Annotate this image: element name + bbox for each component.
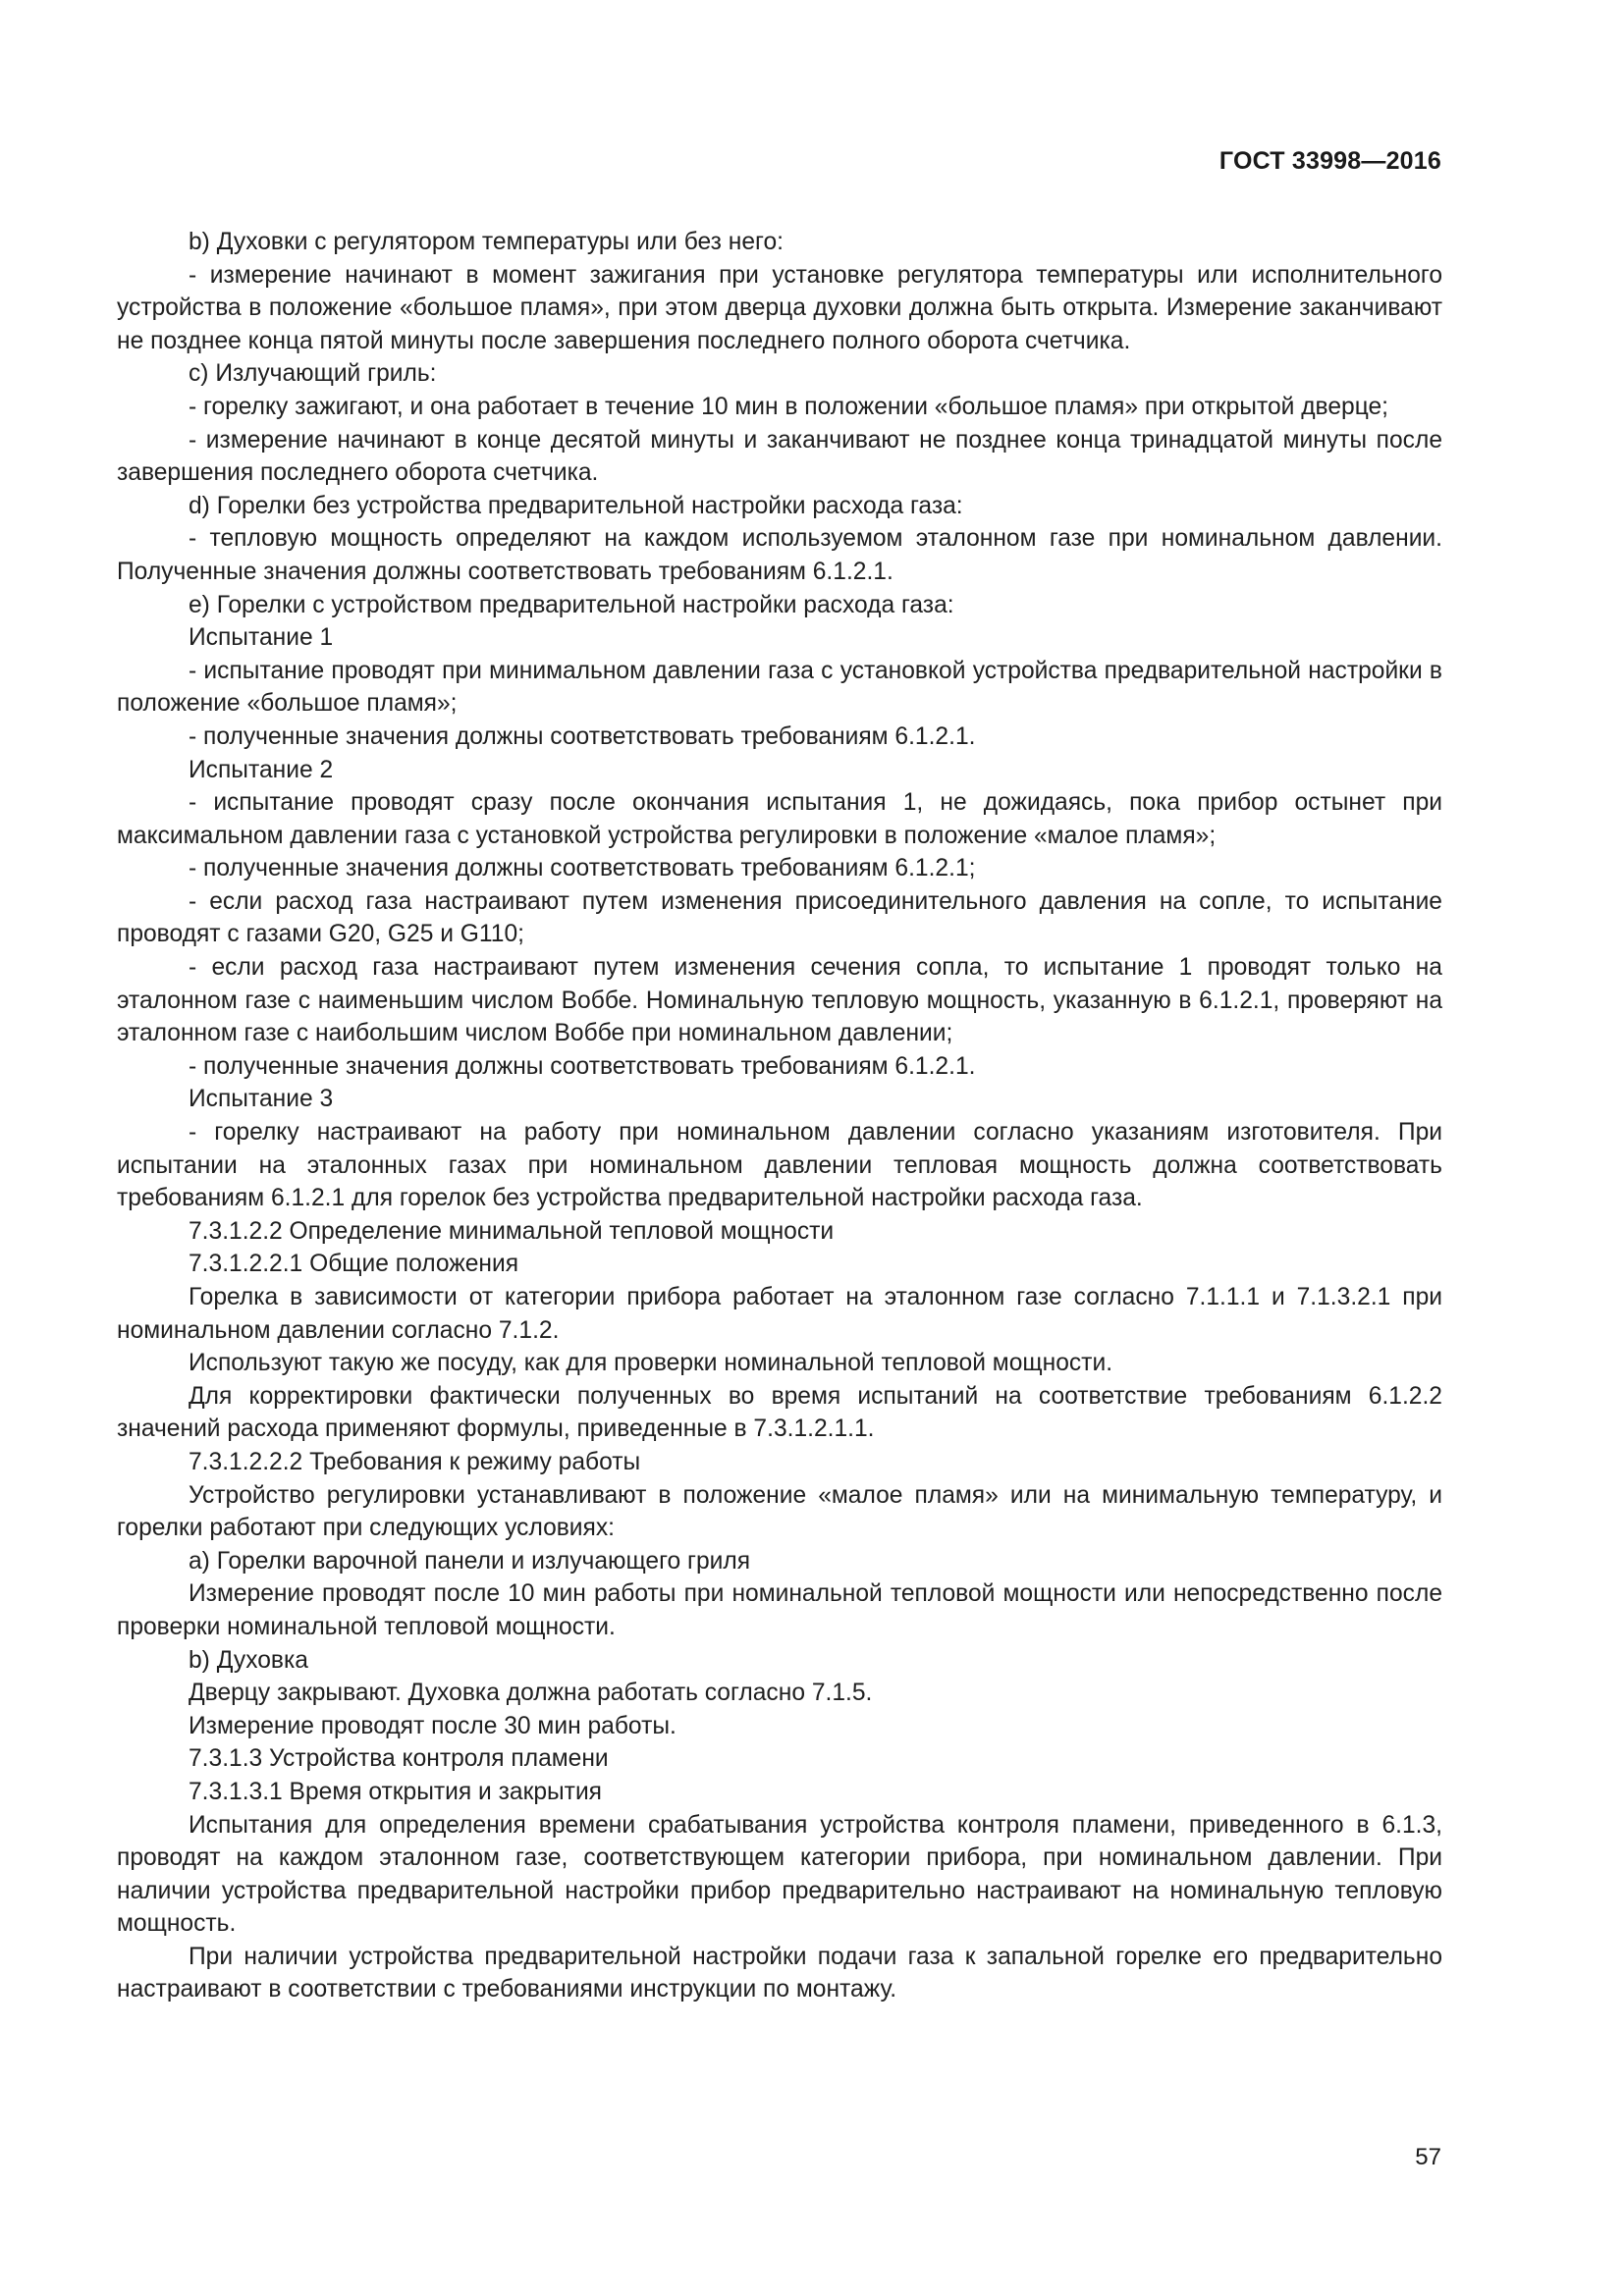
paragraph: - измерение начинают в конце десятой минуты и заканчивают не позднее конца тринадцатой минуты после завершения последнего оборота счетчика. <box>117 426 1442 487</box>
paragraph: e) Горелки с устройством предварительной настройки расхода газа: <box>189 591 954 618</box>
paragraph: - испытание проводят при минимальном давлении газа с установкой устройства предварительной настройки в положение «большое пламя»; <box>117 657 1442 718</box>
paragraph: 7.3.1.2.2 Определение минимальной тепловой мощности <box>189 1217 835 1245</box>
paragraph: Испытание 2 <box>189 756 334 783</box>
paragraph: - полученные значения должны соответствовать требованиям 6.1.2.1; <box>189 855 976 882</box>
paragraph: Горелка в зависимости от категории прибора работает на эталонном газе согласно 7.1.1.1 и 7.1.3.2.1 при номинальном давлении согласно 7.1.2. <box>117 1284 1442 1344</box>
paragraph: b) Духовки с регулятором температуры или без него: <box>189 229 784 255</box>
paragraph: Измерение проводят после 10 мин работы при номинальной тепловой мощности или непосредственно после проверки номинальной тепловой мощности. <box>117 1580 1442 1640</box>
paragraph: c) Излучающий гриль: <box>189 360 437 388</box>
paragraph: Измерение проводят после 30 мин работы. <box>189 1712 677 1739</box>
paragraph: 7.3.1.3.1 Время открытия и закрытия <box>189 1778 602 1805</box>
document-header: ГОСТ 33998—2016 <box>1218 147 1441 175</box>
paragraph: - горелку настраивают на работу при номинальном давлении согласно указаниям изготовителя. При испытании на эталонных газах при номинальном давлении тепловая мощность должна соответствовать требованиям 6.1.2.1 для горелок без устройства предварительной настройки расхода газа. <box>117 1119 1442 1212</box>
paragraph: Используют такую же посуду, как для проверки номинальной тепловой мощности. <box>189 1350 1113 1377</box>
document-body <box>117 226 1442 2006</box>
paragraph: Испытание 1 <box>189 624 334 652</box>
paragraph: Испытание 3 <box>189 1086 334 1113</box>
paragraph: Для корректировки фактически полученных во время испытаний на соответствие требованиям 6.1.2.2 значений расхода применяют формулы, приведенные в 7.3.1.2.1.1. <box>117 1382 1442 1443</box>
paragraph: - если расход газа настраивают путем изменения сечения сопла, то испытание 1 проводят только на эталонном газе с наименьшим числом Воббе. Номинальную тепловую мощность, указанную в 6.1.2.1, проверяют на эталонном газе с наибольшим числом Воббе при номинальном давлении; <box>117 954 1442 1047</box>
paragraph: - измерение начинают в момент зажигания при установке регулятора температуры или исполнительного устройства в положение «большое пламя», при этом дверца духовки должна быть открыта. Измерение заканчивают не позднее конца пятой минуты после завершения последнего полного оборота счетчика. <box>117 261 1442 354</box>
paragraph: b) Духовка <box>189 1646 308 1674</box>
paragraph: 7.3.1.2.2.2 Требования к режиму работы <box>189 1448 641 1475</box>
paragraph: - если расход газа настраивают путем изменения присоединительного давления на сопле, то испытание проводят с газами G20, G25 и G110; <box>117 887 1442 948</box>
paragraph: d) Горелки без устройства предварительной настройки расхода газа: <box>189 492 963 519</box>
paragraph: - горелку зажигают, и она работает в течение 10 мин в положении «большое пламя» при открытой дверце; <box>189 393 1389 420</box>
paragraph: - испытание проводят сразу после окончания испытания 1, не дожидаясь, пока прибор остынет при максимальном давлении газа с установкой устройства регулировки в положение «малое пламя»; <box>117 789 1442 849</box>
paragraph: Дверцу закрывают. Духовка должна работать согласно 7.1.5. <box>189 1680 873 1707</box>
paragraph: 7.3.1.3 Устройства контроля пламени <box>189 1745 609 1773</box>
paragraph: Испытания для определения времени срабатывания устройства контроля пламени, приведенного в 6.1.3, проводят на каждом эталонном газе, соответствующем категории прибора, при номинальном давлении. При наличии устройства предварительной настройки прибор предварительно настраивают на номинальную тепловую мощность. <box>117 1811 1442 1938</box>
page-number: 57 <box>1415 2144 1441 2170</box>
paragraph: Устройство регулировки устанавливают в положение «малое пламя» или на минимальную температуру, и горелки работают при следующих условиях: <box>117 1481 1442 1542</box>
paragraph: - тепловую мощность определяют на каждом используемом эталонном газе при номинальном давлении. Полученные значения должны соответствовать требованиям 6.1.2.1. <box>117 525 1442 585</box>
paragraph: 7.3.1.2.2.1 Общие положения <box>189 1251 519 1278</box>
paragraph: При наличии устройства предварительной настройки подачи газа к запальной горелке его предварительно настраивают в соответствии с требованиями инструкции по монтажу. <box>117 1943 1442 2003</box>
paragraph: - полученные значения должны соответствовать требованиям 6.1.2.1. <box>189 722 976 750</box>
paragraph: - полученные значения должны соответствовать требованиям 6.1.2.1. <box>189 1052 976 1080</box>
paragraph: a) Горелки варочной панели и излучающего гриля <box>189 1547 751 1575</box>
